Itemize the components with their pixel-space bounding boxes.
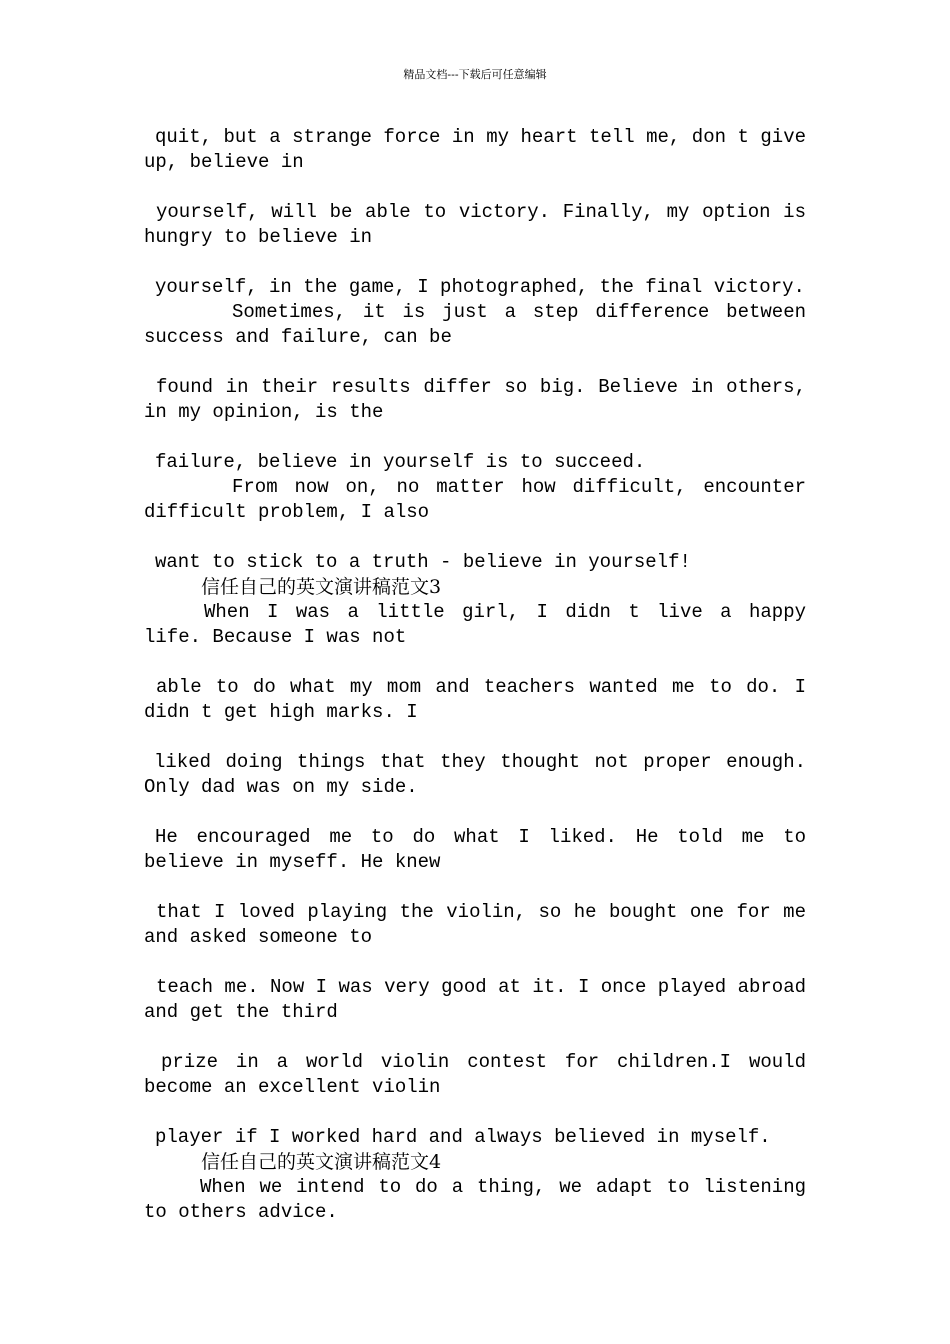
paragraph: player if I worked hard and always believed in myself. xyxy=(155,1126,771,1148)
paragraph: yourself, will be able to victory. Finally, my option is hungry to believe in xyxy=(144,201,806,248)
paragraph: that I loved playing the violin, so he bought one for me and asked someone to xyxy=(144,901,806,948)
section-heading: 信任自己的英文演讲稿范文3 xyxy=(201,576,442,598)
page-header: 精品文档---下载后可任意编辑 xyxy=(403,68,547,81)
section-heading: 信任自己的英文演讲稿范文4 xyxy=(201,1151,442,1173)
paragraph: When I was a little girl, I didn t live a happy life. Because I was not xyxy=(144,601,806,648)
paragraph: From now on, no matter how difficult, encounter difficult problem, I also xyxy=(144,476,806,523)
paragraph: teach me. Now I was very good at it. I once played abroad and get the third xyxy=(144,976,806,1023)
document-body xyxy=(144,125,806,1225)
paragraph: liked doing things that they thought not proper enough. Only dad was on my side. xyxy=(144,751,806,798)
paragraph: want to stick to a truth - believe in yourself! xyxy=(155,551,691,573)
paragraph: When we intend to do a thing, we adapt to listening to others advice. xyxy=(144,1176,806,1223)
paragraph: failure, believe in yourself is to succeed. xyxy=(155,451,646,473)
paragraph: He encouraged me to do what I liked. He told me to believe in myseff. He knew xyxy=(144,826,806,873)
paragraph: able to do what my mom and teachers wanted me to do. I didn t get high marks. I xyxy=(144,676,806,723)
paragraph: quit, but a strange force in my heart tell me, don t give up, believe in xyxy=(144,126,806,173)
paragraph: found in their results differ so big. Believe in others, in my opinion, is the xyxy=(144,376,806,423)
paragraph: prize in a world violin contest for children.I would become an excellent violin xyxy=(144,1051,806,1098)
paragraph: yourself, in the game, I photographed, the final victory. xyxy=(155,276,805,298)
paragraph: Sometimes, it is just a step difference between success and failure, can be xyxy=(144,301,806,348)
